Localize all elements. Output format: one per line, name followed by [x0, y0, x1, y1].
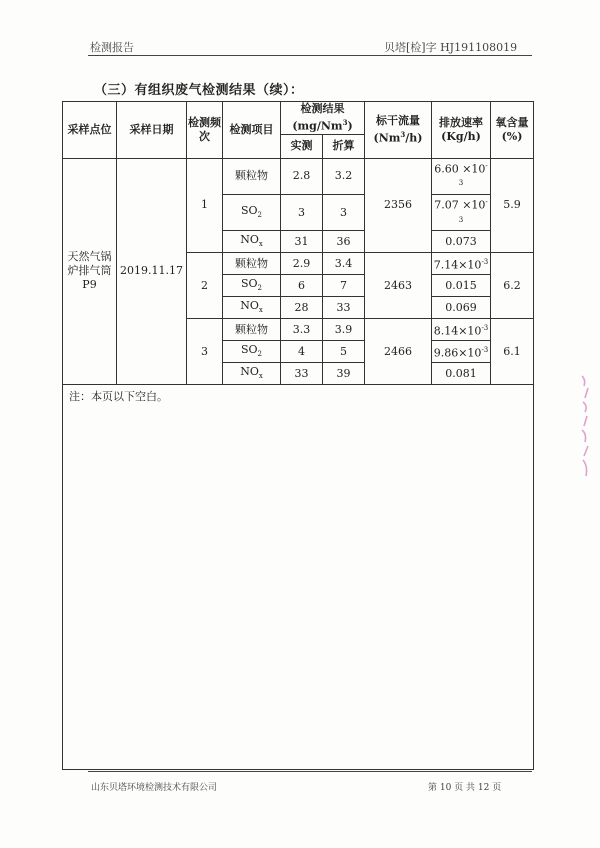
- item-cell: $SO_2$: [223, 275, 281, 297]
- header-result-label: 检测结果: [300, 102, 345, 115]
- header-oxygen: [491, 102, 534, 159]
- item-cell: $NO_x$: [223, 231, 281, 253]
- measured-cell: 31: [281, 231, 323, 253]
- rate-cell: 0.015: [432, 275, 491, 297]
- flow-cell: 2463: [365, 253, 432, 319]
- converted-cell: 3.9: [323, 319, 365, 341]
- converted-cell: 3.2: [323, 158, 365, 194]
- frequency-cell: 1: [187, 158, 223, 253]
- flow-cell: 2356: [365, 158, 432, 253]
- header-flow: [365, 102, 432, 159]
- converted-cell: 3.4: [323, 253, 365, 275]
- header-rate-unit: (Kg/h): [441, 129, 481, 143]
- measured-cell: 33: [281, 363, 323, 385]
- item-cell: 颗粒物: [223, 253, 281, 275]
- table-row: [63, 158, 534, 194]
- report-number: 贝塔[检]字 HJ191108019: [384, 41, 518, 54]
- company-name: 山东贝塔环境检测技术有限公司: [91, 783, 218, 793]
- rate-cell: $7.07 \times 10^{-3}$: [432, 194, 491, 230]
- rate-cell: 0.073: [432, 231, 491, 253]
- page-number: 第 10 页 共 12 页: [428, 783, 502, 793]
- oxygen-cell: 5.9: [491, 158, 534, 253]
- oxygen-cell: 6.1: [491, 319, 534, 385]
- measured-cell: 3: [281, 194, 323, 230]
- item-cell: 颗粒物: [223, 158, 281, 194]
- measured-cell: 3.3: [281, 319, 323, 341]
- item-cell: $SO_2$: [223, 341, 281, 363]
- oxygen-cell: 6.2: [491, 253, 534, 319]
- header-oxygen-label: 氧含量: [495, 115, 529, 129]
- item-cell: $NO_x$: [223, 297, 281, 319]
- header-result: [281, 102, 365, 135]
- converted-cell: 3: [323, 194, 365, 230]
- header-rate: [432, 102, 491, 159]
- converted-cell: 33: [323, 297, 365, 319]
- header-item: 检测项目: [223, 102, 281, 159]
- rate-cell: $8.14\times 10^{-3}$: [432, 319, 491, 341]
- frequency-cell: 3: [187, 319, 223, 385]
- blank-page-note: 注：本页以下空白。: [63, 385, 534, 770]
- note-row: [63, 385, 534, 770]
- frequency-cell: 2: [187, 253, 223, 319]
- header-rate-label: 排放速率: [439, 115, 483, 129]
- report-type-label: 检测报告: [90, 41, 134, 54]
- header-result-unit: (mg/Nm$^3$): [292, 118, 353, 133]
- header-frequency: 检测频次: [187, 102, 223, 159]
- rate-cell: $9.86\times 10^{-3}$: [432, 341, 491, 363]
- header-divider: [88, 55, 532, 56]
- table-header-row: [63, 102, 534, 135]
- header-sample-date: 采样日期: [117, 102, 187, 159]
- header-converted: 折算: [323, 134, 365, 158]
- footer-divider: [88, 771, 532, 772]
- converted-cell: 39: [323, 363, 365, 385]
- header-oxygen-unit: (%): [501, 129, 523, 143]
- rate-cell: 0.069: [432, 297, 491, 319]
- measured-cell: 28: [281, 297, 323, 319]
- rate-cell: 0.081: [432, 363, 491, 385]
- rate-cell: $6.60 \times 10^{-3}$: [432, 158, 491, 194]
- rate-cell: $7.14\times 10^{-3}$: [432, 253, 491, 275]
- measured-cell: 6: [281, 275, 323, 297]
- converted-cell: 7: [323, 275, 365, 297]
- flow-cell: 2466: [365, 319, 432, 385]
- converted-cell: 5: [323, 341, 365, 363]
- sample-date-cell: 2019.11.17: [117, 158, 187, 385]
- header-flow-label: 标干流量: [376, 114, 420, 127]
- header-sample-point: 采样点位: [63, 102, 117, 159]
- measured-cell: 4: [281, 341, 323, 363]
- sample-point-cell: 天然气锅炉排气筒 P9: [63, 158, 117, 385]
- measured-cell: 2.9: [281, 253, 323, 275]
- header-measured: 实测: [281, 134, 323, 158]
- measured-cell: 2.8: [281, 158, 323, 194]
- seam-stamp-icon: [576, 372, 596, 482]
- header-flow-unit: (Nm$^3$/h): [373, 130, 423, 145]
- item-cell: $SO_2$: [223, 194, 281, 230]
- item-cell: 颗粒物: [223, 319, 281, 341]
- exhaust-gas-results-table: [62, 101, 534, 770]
- section-title: （三）有组织废气检测结果（续）：: [94, 83, 304, 98]
- item-cell: $NO_x$: [223, 363, 281, 385]
- converted-cell: 36: [323, 231, 365, 253]
